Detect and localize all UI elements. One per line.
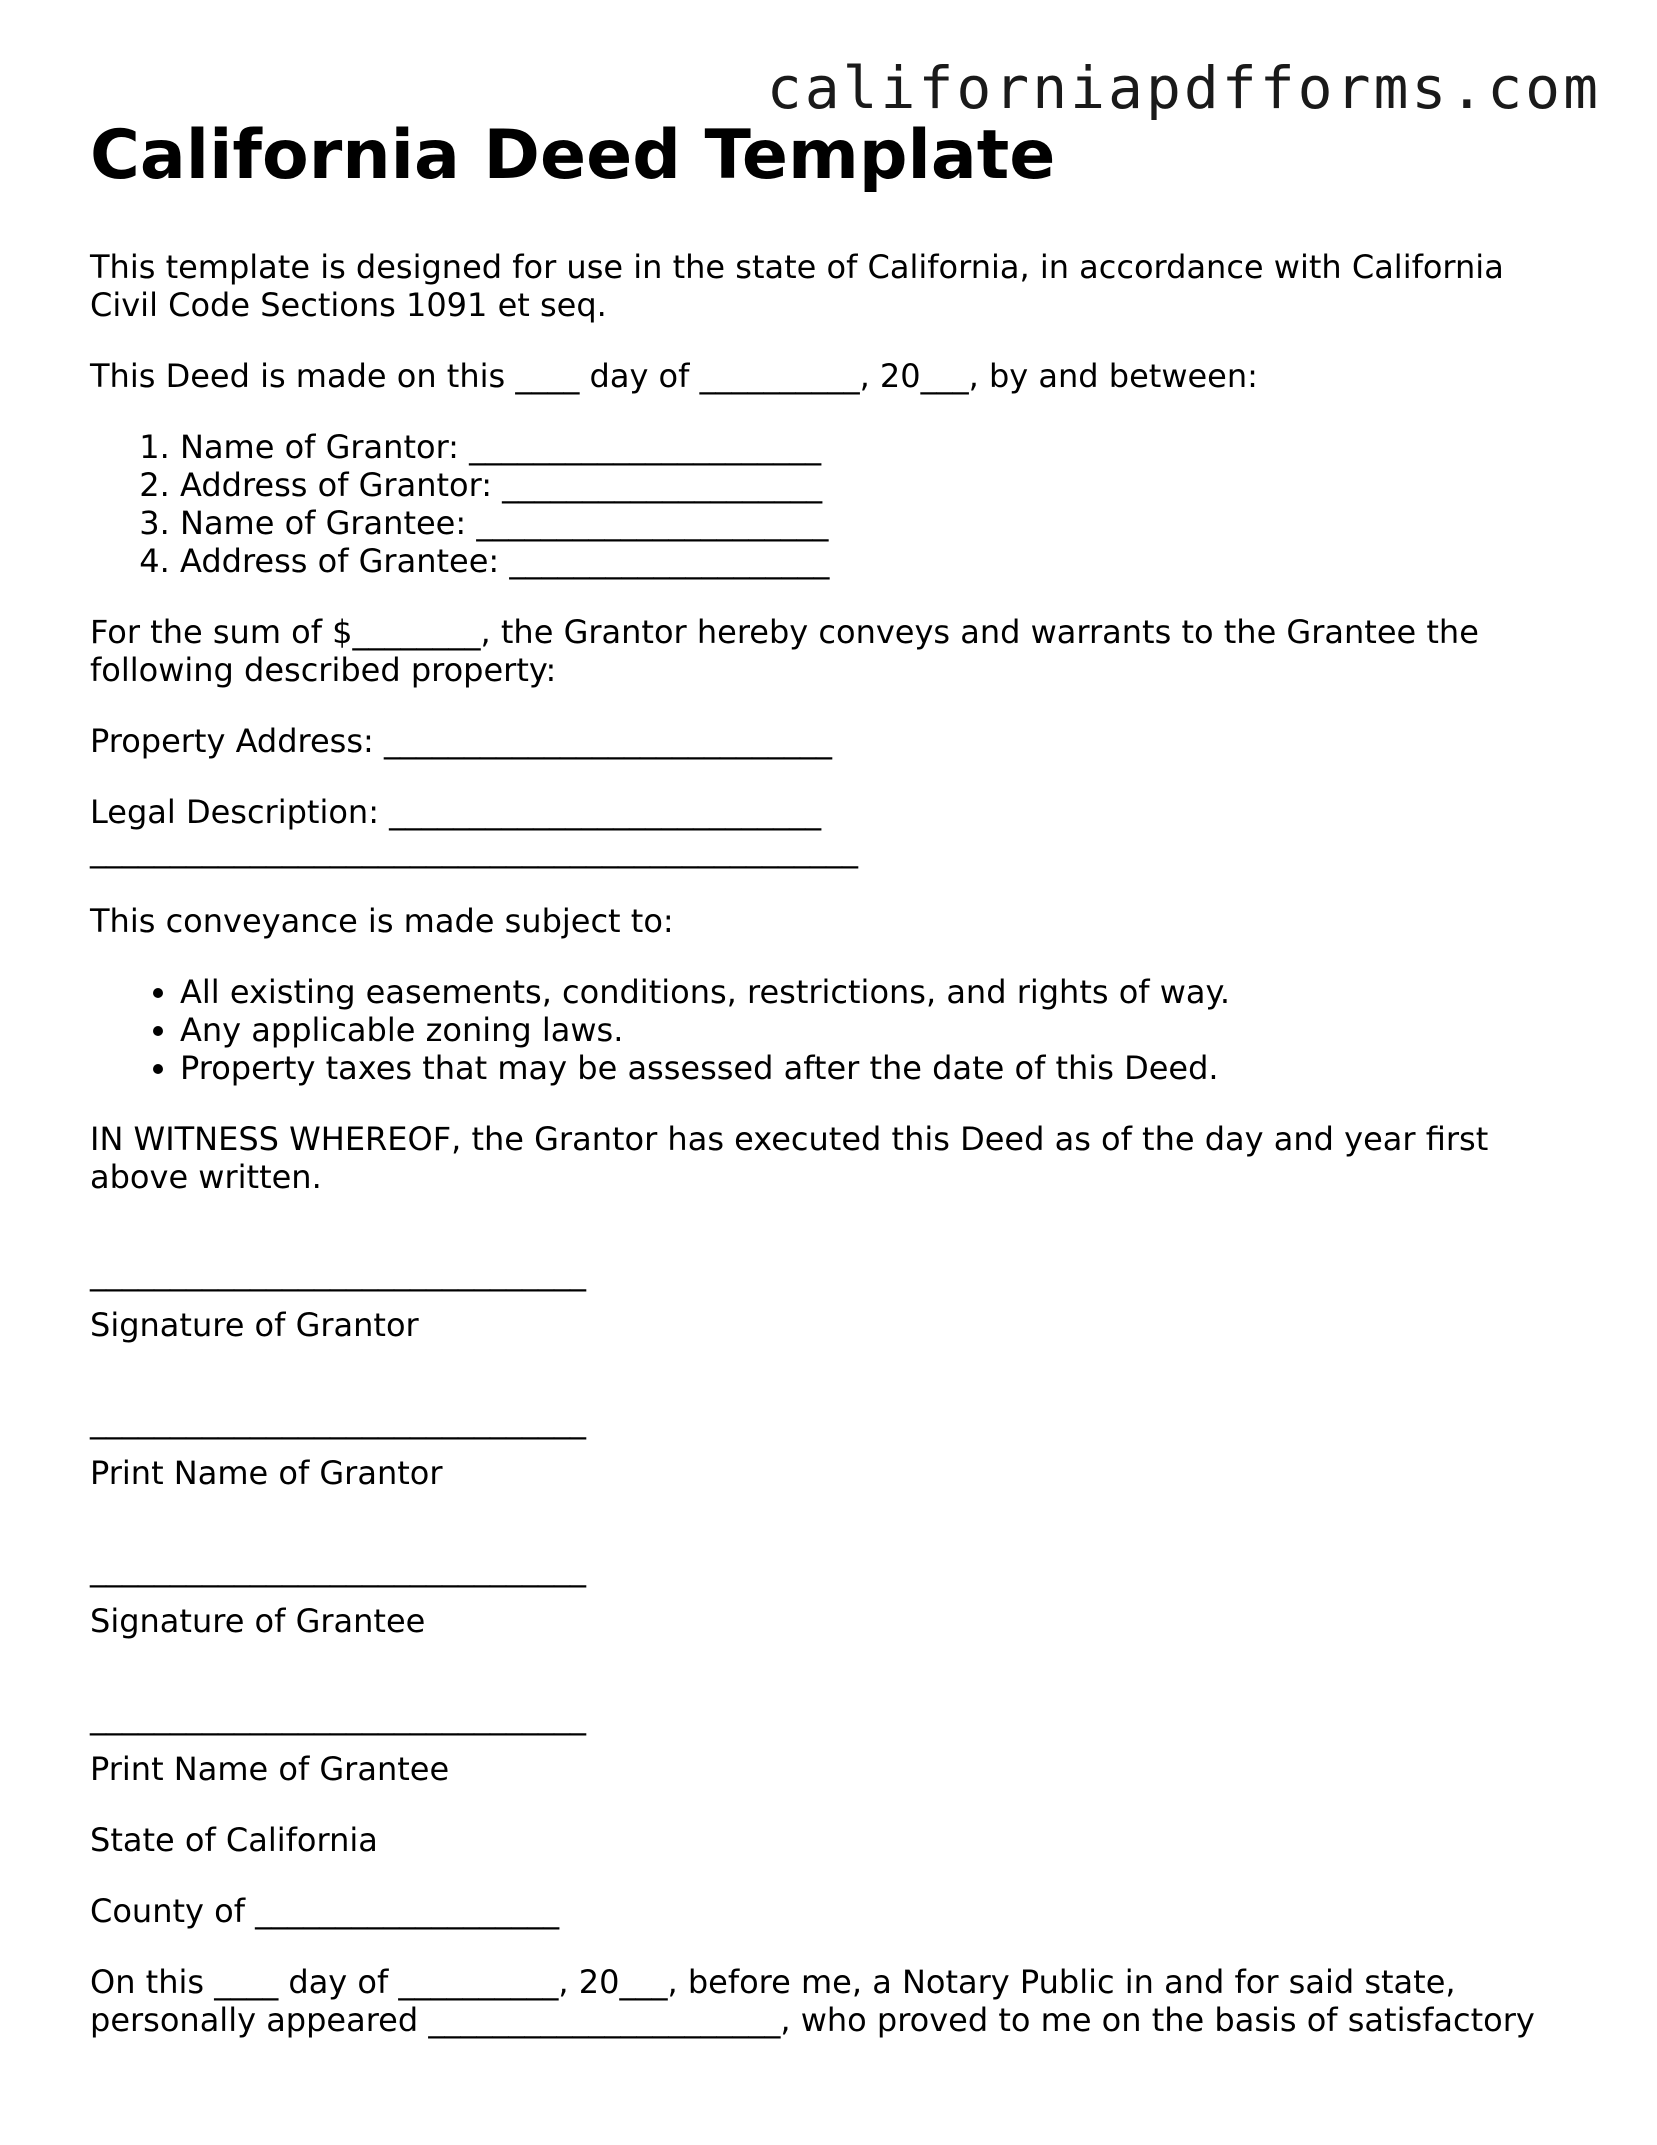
- signature-line: _______________________________: [90, 1550, 586, 1588]
- watermark: californiapdfforms.com: [766, 54, 1601, 122]
- notary-paragraph: On this ____ day of __________, 20___, before me, a Notary Public in and for said state, personally appeared ______________________, who proved to me on the basis of satisfactory: [90, 1963, 1535, 2039]
- document-body: [90, 116, 1570, 2072]
- signature-label-grantor: Signature of Grantor: [90, 1306, 419, 1344]
- list-item: 4. Address of Grantee: ____________________: [180, 542, 1570, 580]
- list-item: 2. Address of Grantor: ____________________: [180, 466, 1570, 504]
- witness-paragraph: IN WITNESS WHEREOF, the Grantor has executed this Deed as of the day and year first above written.: [90, 1120, 1489, 1196]
- list-item: • Any applicable zoning laws.: [180, 1011, 1570, 1049]
- intro-paragraph: This template is designed for use in the state of California, in accordance with California Civil Code Sections 1091 et seq.: [90, 248, 1504, 324]
- signature-label-grantee: Signature of Grantee: [90, 1602, 426, 1640]
- signature-line: _______________________________: [90, 1402, 586, 1440]
- list-item: • All existing easements, conditions, restrictions, and rights of way.: [180, 973, 1570, 1011]
- list-item: 1. Name of Grantor: ______________________: [180, 428, 1570, 466]
- legal-description-line: ________________________________________________: [90, 831, 858, 869]
- signature-line: _______________________________: [90, 1698, 586, 1736]
- consideration-paragraph: For the sum of $________, the Grantor hereby conveys and warrants to the Grantee the following described property:: [90, 613, 1479, 689]
- subject-to-heading: This conveyance is made subject to:: [90, 902, 674, 940]
- county-line: County of ___________________: [90, 1892, 560, 1930]
- subject-to-list: [90, 973, 1570, 1087]
- print-name-label-grantor: Print Name of Grantor: [90, 1454, 443, 1492]
- list-item: • Property taxes that may be assessed after the date of this Deed.: [180, 1049, 1570, 1087]
- made-on-paragraph: This Deed is made on this ____ day of __________, 20___, by and between:: [90, 357, 1258, 395]
- page-title: California Deed Template: [90, 116, 1056, 195]
- print-name-label-grantee: Print Name of Grantee: [90, 1750, 450, 1788]
- list-item: 3. Name of Grantee: ______________________: [180, 504, 1570, 542]
- property-address-field: Property Address: ____________________________: [90, 722, 832, 760]
- signature-line: _______________________________: [90, 1254, 586, 1292]
- parties-list: [90, 428, 1570, 580]
- legal-description-field: Legal Description: ___________________________: [90, 793, 822, 831]
- state-line: State of California: [90, 1821, 378, 1859]
